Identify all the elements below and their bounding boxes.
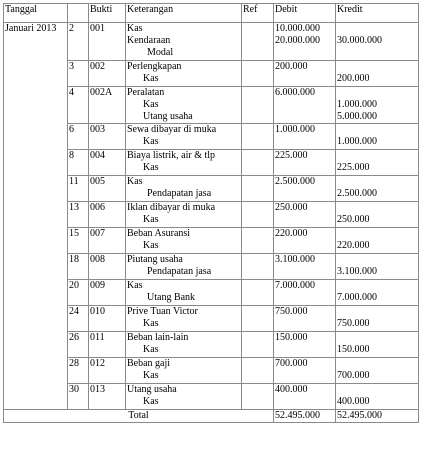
date-month-cell: [4, 306, 68, 332]
date-month-cell: [4, 358, 68, 384]
debit-amount: 220.000: [275, 228, 308, 239]
day-cell: 18: [68, 254, 89, 280]
debit-cell: [274, 202, 336, 228]
account-line: Kas: [143, 240, 159, 251]
account-line: Pendapatan jasa: [147, 266, 212, 277]
date-month-cell: [4, 384, 68, 410]
kredit-cell: [336, 384, 419, 410]
account-line: Kas: [143, 73, 159, 84]
date-month-cell: Januari 2013: [4, 23, 68, 61]
ref-cell: [242, 280, 274, 306]
ref-cell: [242, 332, 274, 358]
kredit-cell: [336, 176, 419, 202]
day-cell: 2: [68, 23, 89, 61]
kredit-cell: [336, 202, 419, 228]
ref-cell: [242, 228, 274, 254]
debit-amount: 150.000: [275, 332, 308, 343]
account-line: Kas: [143, 370, 159, 381]
kredit-cell: [336, 150, 419, 176]
day-cell: 30: [68, 384, 89, 410]
kredit-amount: 220.000: [337, 240, 370, 251]
journal-row: [4, 61, 419, 87]
debit-cell: [274, 384, 336, 410]
date-month-cell: [4, 61, 68, 87]
debit-cell: [274, 61, 336, 87]
keterangan-cell: [126, 306, 242, 332]
ref-cell: [242, 176, 274, 202]
account-line: Beban lain-lain: [127, 332, 189, 343]
kredit-amount: 30.000.000: [337, 35, 382, 46]
keterangan-cell: [126, 332, 242, 358]
kredit-amount: 150.000: [337, 344, 370, 355]
debit-amount: 400.000: [275, 384, 308, 395]
ref-cell: [242, 23, 274, 61]
ref-cell: [242, 124, 274, 150]
date-month-cell: [4, 332, 68, 358]
account-line: Kas: [143, 99, 159, 110]
day-cell: 15: [68, 228, 89, 254]
journal-row: [4, 358, 419, 384]
kredit-amount: 1.000.000: [337, 99, 377, 110]
account-line: Kas: [127, 280, 143, 291]
debit-amount: 6.000.000: [275, 87, 315, 98]
account-line: Kendaraan: [127, 35, 171, 46]
date-month-cell: [4, 254, 68, 280]
kredit-cell: [336, 358, 419, 384]
kredit-cell: [336, 23, 419, 61]
ref-cell: [242, 202, 274, 228]
debit-cell: [274, 306, 336, 332]
account-line: Peralatan: [127, 87, 165, 98]
general-journal-table: [3, 3, 419, 423]
day-cell: 8: [68, 150, 89, 176]
kredit-cell: [336, 280, 419, 306]
kredit-amount: 750.000: [337, 318, 370, 329]
account-line: Perlengkapan: [127, 61, 182, 72]
header-ref: Ref: [242, 4, 274, 23]
total-row: [4, 410, 419, 423]
keterangan-cell: [126, 150, 242, 176]
ref-cell: [242, 306, 274, 332]
journal-row: [4, 228, 419, 254]
ref-cell: [242, 61, 274, 87]
day-cell: 6: [68, 124, 89, 150]
debit-amount: 1.000.000: [275, 124, 315, 135]
debit-amount: 750.000: [275, 306, 308, 317]
keterangan-cell: [126, 358, 242, 384]
debit-amount: 3.100.000: [275, 254, 315, 265]
account-line: Utang usaha: [143, 111, 193, 122]
total-kredit: 52.495.000: [336, 410, 419, 423]
kredit-amount: 2.500.000: [337, 188, 377, 199]
account-line: Kas: [143, 344, 159, 355]
day-cell: 28: [68, 358, 89, 384]
kredit-cell: [336, 87, 419, 124]
kredit-cell: [336, 332, 419, 358]
bukti-cell: 005: [89, 176, 126, 202]
debit-amount: 7.000.000: [275, 280, 315, 291]
account-line: Piutang usaha: [127, 254, 183, 265]
header-tanggal: Tanggal: [4, 4, 68, 23]
bukti-cell: 002A: [89, 87, 126, 124]
kredit-amount: 400.000: [337, 396, 370, 407]
kredit-amount: 3.100.000: [337, 266, 377, 277]
date-month-cell: [4, 87, 68, 124]
keterangan-cell: [126, 384, 242, 410]
keterangan-cell: [126, 176, 242, 202]
account-line: Biaya listrik, air & tlp: [127, 150, 216, 161]
kredit-amount: 700.000: [337, 370, 370, 381]
debit-amount: 700.000: [275, 358, 308, 369]
account-line: Sewa dibayar di muka: [127, 124, 217, 135]
bukti-cell: 008: [89, 254, 126, 280]
bukti-cell: 002: [89, 61, 126, 87]
keterangan-cell: [126, 228, 242, 254]
account-line: Iklan dibayar di muka: [127, 202, 216, 213]
account-line: Beban gaji: [127, 358, 171, 369]
date-month-cell: [4, 280, 68, 306]
bukti-cell: 004: [89, 150, 126, 176]
keterangan-cell: [126, 87, 242, 124]
bukti-cell: 010: [89, 306, 126, 332]
account-line: Kas: [127, 23, 143, 34]
kredit-amount: 1.000.000: [337, 136, 377, 147]
debit-amount: 2.500.000: [275, 176, 315, 187]
day-cell: 11: [68, 176, 89, 202]
header-row: [4, 4, 419, 23]
kredit-amount: 7.000.000: [337, 292, 377, 303]
bukti-cell: 006: [89, 202, 126, 228]
account-line: Prive Tuan Victor: [127, 306, 198, 317]
debit-cell: [274, 332, 336, 358]
debit-cell: [274, 254, 336, 280]
keterangan-cell: [126, 280, 242, 306]
debit-cell: [274, 23, 336, 61]
journal-row: [4, 306, 419, 332]
debit-amount: 10.000.000: [275, 23, 320, 34]
debit-cell: [274, 176, 336, 202]
debit-cell: [274, 228, 336, 254]
day-cell: 13: [68, 202, 89, 228]
journal-row: [4, 150, 419, 176]
journal-row: [4, 384, 419, 410]
date-month-cell: [4, 176, 68, 202]
debit-cell: [274, 358, 336, 384]
journal-row: [4, 124, 419, 150]
header-kredit: Kredit: [336, 4, 419, 23]
header-debit: Debit: [274, 4, 336, 23]
kredit-amount: 200.000: [337, 73, 370, 84]
kredit-cell: [336, 124, 419, 150]
journal-row: [4, 87, 419, 124]
bukti-cell: 007: [89, 228, 126, 254]
bukti-cell: 011: [89, 332, 126, 358]
account-line: Modal: [147, 47, 174, 58]
day-cell: 26: [68, 332, 89, 358]
account-line: Kas: [143, 162, 159, 173]
account-line: Kas: [143, 214, 159, 225]
account-line: Utang Bank: [147, 292, 196, 303]
keterangan-cell: [126, 23, 242, 61]
date-month-cell: [4, 202, 68, 228]
keterangan-cell: [126, 124, 242, 150]
header-keterangan: Keterangan: [126, 4, 242, 23]
kredit-amount: 250.000: [337, 214, 370, 225]
bukti-cell: 012: [89, 358, 126, 384]
kredit-cell: [336, 228, 419, 254]
ref-cell: [242, 254, 274, 280]
ref-cell: [242, 384, 274, 410]
account-line: Kas: [127, 176, 143, 187]
debit-amount: 20.000.000: [275, 35, 320, 46]
journal-row: [4, 332, 419, 358]
day-cell: 4: [68, 87, 89, 124]
debit-cell: [274, 87, 336, 124]
keterangan-cell: [126, 202, 242, 228]
keterangan-cell: [126, 61, 242, 87]
ref-cell: [242, 150, 274, 176]
kredit-cell: [336, 254, 419, 280]
journal-row: [4, 23, 419, 61]
date-month-cell: [4, 124, 68, 150]
journal-row: [4, 176, 419, 202]
ref-cell: [242, 87, 274, 124]
kredit-cell: [336, 61, 419, 87]
date-month-cell: [4, 150, 68, 176]
date-month-cell: [4, 228, 68, 254]
journal-row: [4, 280, 419, 306]
account-line: Utang usaha: [127, 384, 177, 395]
debit-cell: [274, 150, 336, 176]
kredit-cell: [336, 306, 419, 332]
keterangan-cell: [126, 254, 242, 280]
debit-amount: 225.000: [275, 150, 308, 161]
bukti-cell: 013: [89, 384, 126, 410]
debit-cell: [274, 280, 336, 306]
day-cell: 3: [68, 61, 89, 87]
account-line: Beban Asuransi: [127, 228, 191, 239]
account-line: Pendapatan jasa: [147, 188, 212, 199]
journal-row: [4, 202, 419, 228]
header-day: [68, 4, 89, 23]
account-line: Kas: [143, 318, 159, 329]
debit-cell: [274, 124, 336, 150]
account-line: Kas: [143, 396, 159, 407]
total-debit: 52.495.000: [274, 410, 336, 423]
debit-amount: 200.000: [275, 61, 308, 72]
account-line: Kas: [143, 136, 159, 147]
journal-row: [4, 254, 419, 280]
day-cell: 20: [68, 280, 89, 306]
kredit-amount: 5.000.000: [337, 111, 377, 122]
header-bukti: Bukti: [89, 4, 126, 23]
bukti-cell: 001: [89, 23, 126, 61]
bukti-cell: 003: [89, 124, 126, 150]
day-cell: 24: [68, 306, 89, 332]
ref-cell: [242, 358, 274, 384]
total-label: Total: [4, 410, 274, 423]
bukti-cell: 009: [89, 280, 126, 306]
kredit-amount: 225.000: [337, 162, 370, 173]
debit-amount: 250.000: [275, 202, 308, 213]
